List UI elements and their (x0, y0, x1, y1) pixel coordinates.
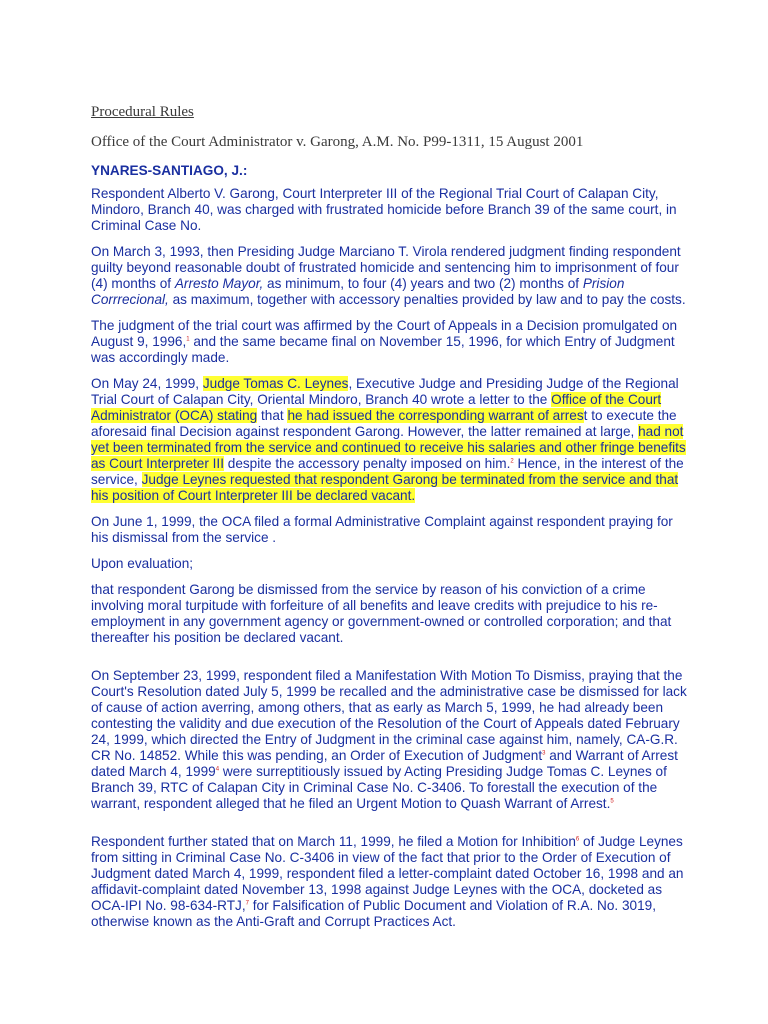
paragraph-4-text-i: despite the accessory penalty imposed on him. (223, 456, 511, 471)
prision-correccional-term: Prision Corrrecional, (91, 276, 625, 307)
paragraph-4-text-a: On May 24, 1999, (91, 376, 203, 391)
case-title: Office of the Court Administrator v. Garong, A.M. No. P99-1311, 15 August 2001 (91, 134, 584, 150)
paragraph-4-text-c: , Executive Judge and Presiding Judge of the Regional Trial Court of Calapan City, Oriental Mindoro, Branch 40 wrote a letter to the (91, 376, 679, 407)
highlight-oca: Office of the Court Administrator (OCA) stating (91, 392, 662, 423)
footnote-link-3[interactable]: 3 (542, 750, 546, 757)
paragraph-7 (91, 582, 688, 646)
paragraph-8-text-a: On September 23, 1999, respondent filed a Manifestation With Motion To Dismiss, praying that the Court's Resolution dated July 5, 1999 be recalled and the administrative case be dismissed for lack of cause of action averring, among others, that as early as March 5, 1999, he had already been contesting the validity and due execution of the Resolution of the Court of Appeals dated February 24, 1999, which directed the Entry of Judgment in the criminal case against him, namely, CA-G.R. CR No. 14852. While this was pending, an Order of Execution of Judgment (91, 668, 687, 763)
paragraph-9-text-b: of Judge Leynes from sitting in Criminal Case No. C-3406 in view of the fact that prior to the Order of Execution of Judgment dated March 4, 1999, respondent filed a letter-complaint dated October 16, 1998 and an affidavit-complaint dated November 13, 1998 against Judge Leynes with the OCA, docketed as OCA-IPI No. 98-634-RTJ, (91, 834, 684, 913)
paragraph-2-text-e: as maximum, together with accessory penalties provided by law and to pay the costs. (168, 292, 686, 307)
footnote-link-2[interactable]: 2 (510, 458, 514, 465)
paragraph-9-text-c: for Falsification of Public Document and Violation of R.A. No. 3019, otherwise known as the Anti-Graft and Corrupt Practices Act. (91, 898, 656, 929)
paragraph-7-text: that respondent Garong be dismissed from the service by reason of his conviction of a crime involving moral turpitude with forfeiture of all benefits and leave credits with prejudice to his re-employment in any government agency or government-owned or controlled corporation; and that thereafter his position be declared vacant. (91, 582, 672, 645)
paragraph-8-text-b: and Warrant of Arrest dated March 4, 1999 (91, 748, 678, 779)
paragraph-2-text-a: On March 3, 1993, then Presiding Judge Marciano T. Virola rendered judgment finding respondent guilty beyond reasonable doubt of frustrated homicide and sentencing him to imprisonment of four (4) months of (91, 244, 681, 291)
paragraph-3-text-a: The judgment of the trial court was affirmed by the Court of Appeals in a Decision promulgated on August 9, 1996, (91, 318, 678, 349)
paragraph-4 (91, 376, 688, 504)
paragraph-6 (91, 556, 688, 572)
paragraph-4-text-g: t to execute the aforesaid final Decision against respondent Garong. However, the latter remained at large, (91, 408, 677, 439)
ponente-heading: YNARES-SANTIAGO, J.: (91, 163, 248, 178)
paragraph-6-text: Upon evaluation; (91, 556, 194, 571)
paragraph-3-text-b: and the same became final on November 15, 1996, for which Entry of Judgment was accordingly made. (91, 334, 675, 365)
footnote-link-5[interactable]: 5 (610, 798, 614, 805)
footnote-link-6[interactable]: 6 (575, 836, 580, 843)
paragraph-1 (91, 186, 688, 234)
paragraph-5-text: On June 1, 1999, the OCA filed a formal Administrative Complaint against respondent praying for his dismissal from the service . (91, 514, 673, 545)
document-title: Procedural Rules (91, 104, 194, 120)
footnote-link-7[interactable]: 7 (245, 900, 249, 907)
paragraph-4-text-e: that (257, 408, 288, 423)
paragraph-2 (91, 244, 688, 308)
paragraph-9 (91, 834, 688, 930)
paragraph-4-text-j: Hence, in the interest of the service, (91, 456, 684, 487)
paragraph-8 (91, 668, 688, 812)
paragraph-1-text: Respondent Alberto V. Garong, Court Interpreter III of the Regional Trial Court of Calapan City, Mindoro, Branch 40, was charged with frustrated homicide before Branch 39 of the same court, in Criminal Case No. (91, 186, 677, 233)
paragraph-2-text-c: as minimum, to four (4) years and two (2) months of (263, 276, 583, 291)
highlight-judge-name: Judge Tomas C. Leynes (202, 376, 349, 391)
arresto-mayor-term: Arresto Mayor, (174, 276, 264, 291)
paragraph-9-text-a: Respondent further stated that on March 11, 1999, he filed a Motion for Inhibition (91, 834, 576, 849)
paragraph-3 (91, 318, 688, 366)
footnote-link-1[interactable]: 1 (186, 336, 190, 343)
paragraph-5 (91, 514, 688, 546)
paragraph-8-text-c: were surreptitiously issued by Acting Presiding Judge Tomas C. Leynes of Branch 39, RTC of Calapan City in Criminal Case No. C-3406. To forestall the execution of the warrant, respondent alleged that he filed an Urgent Motion to Quash Warrant of Arrest. (91, 764, 667, 811)
highlight-warrant: he had issued the corresponding warrant of arres (287, 408, 584, 423)
footnote-link-4[interactable]: 4 (215, 766, 220, 773)
highlight-request: Judge Leynes requested that respondent Garong be terminated from the service and that his position of Court Interpreter III be declared vacant. (91, 472, 679, 503)
highlight-not-terminated: had not yet been terminated from the service and continued to receive his salaries and other fringe benefits as Court Interpreter III (91, 424, 686, 471)
